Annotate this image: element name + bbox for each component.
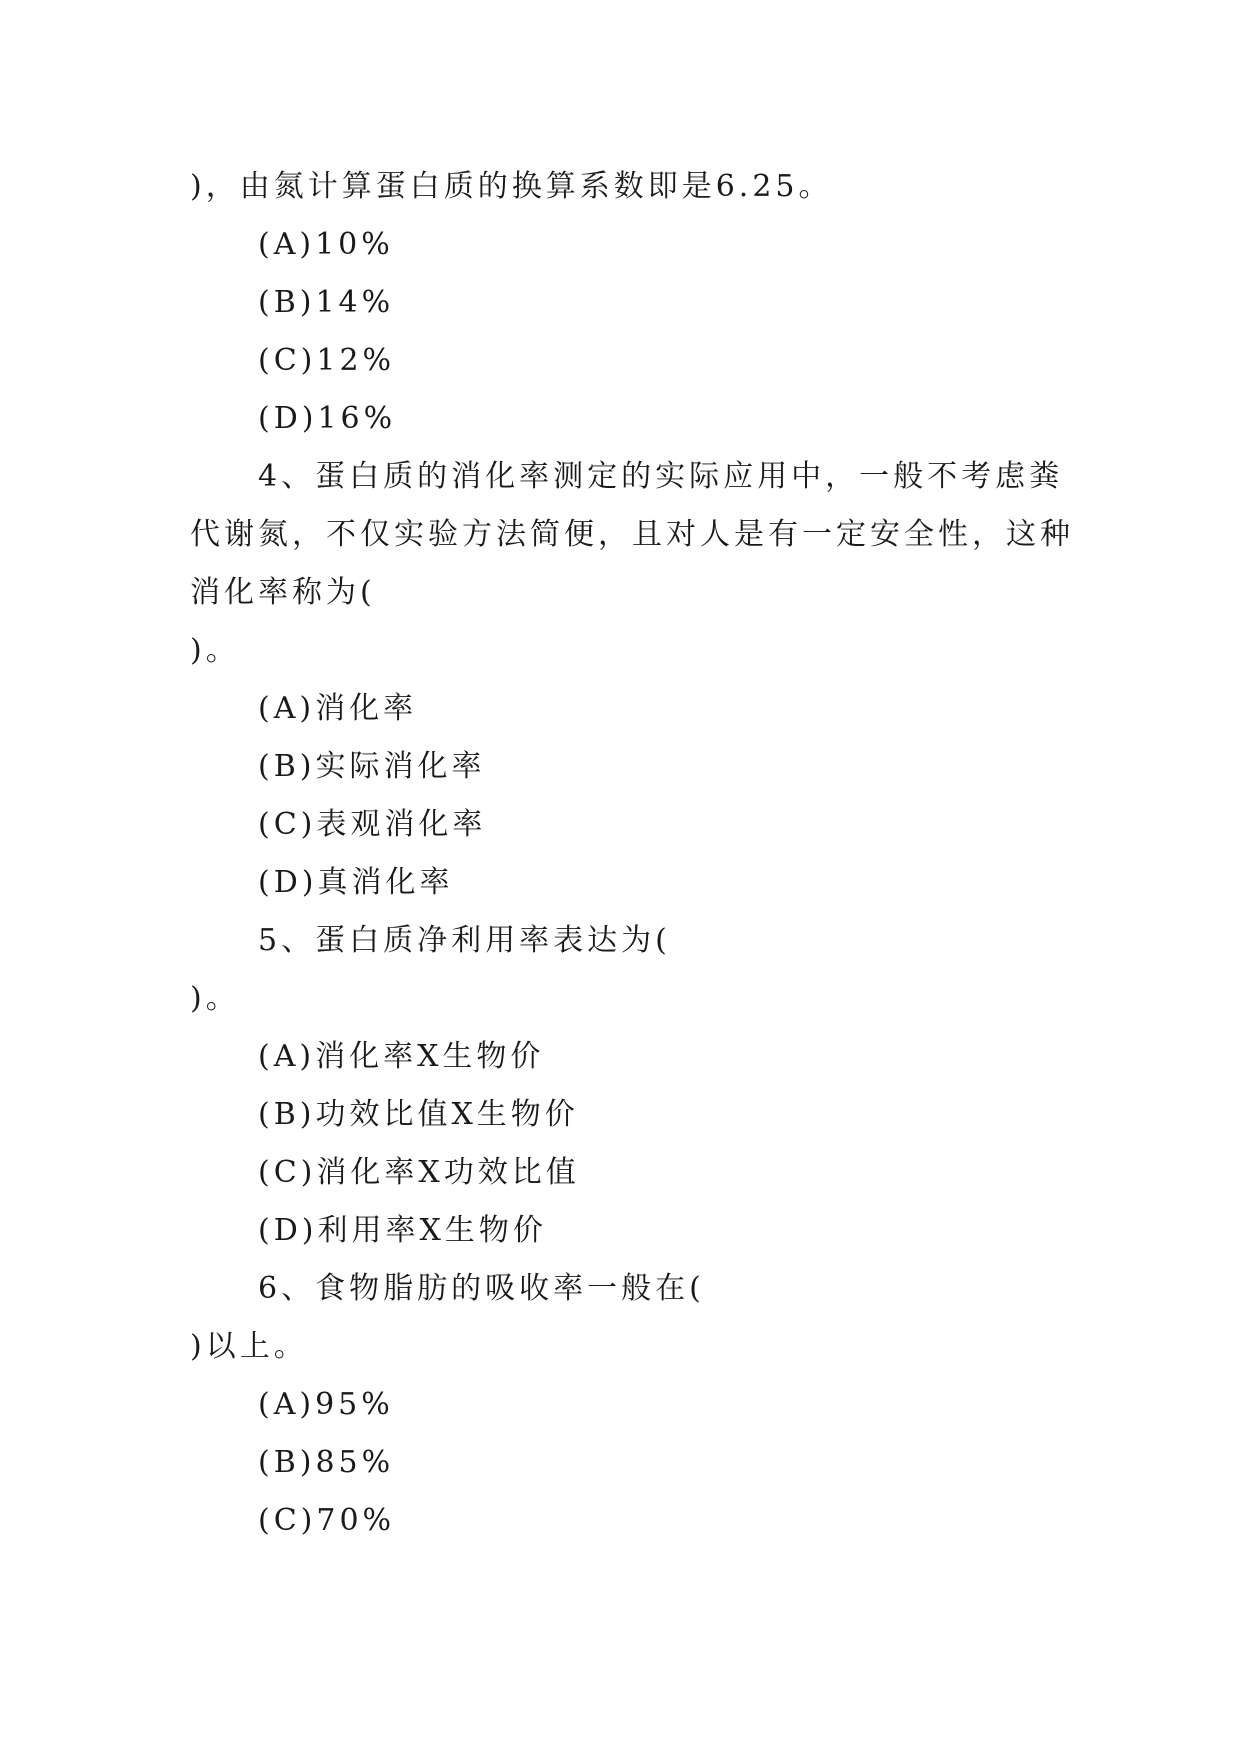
option-line: (A)95% [258,1387,394,1422]
question-line: 6、食物脂肪的吸收率一般在( [258,1271,705,1306]
option-line: (C)消化率X功效比值 [258,1155,580,1190]
option-line: (D)真消化率 [258,865,454,900]
option-line: (B)功效比值X生物价 [258,1097,579,1132]
option-line: (B)14% [258,285,395,320]
option-line: (B)85% [258,1445,395,1480]
option-line: (D)16% [258,401,397,436]
text-line: )。 [190,633,240,668]
option-line: (D)利用率X生物价 [258,1213,547,1248]
text-line: )。 [190,981,240,1016]
option-line: (A)消化率 [258,691,418,726]
text-line: )以上。 [190,1329,308,1364]
question-line: 5、蛋白质净利用率表达为( [258,923,671,958]
text-line: 代谢氮，不仅实验方法简便，且对人是有一定安全性，这种 [190,517,1074,552]
text-line: )，由氮计算蛋白质的换算系数即是6.25。 [190,169,833,204]
option-line: (C)表观消化率 [258,807,487,842]
option-line: (C)70% [258,1503,396,1538]
option-line: (A)消化率X生物价 [258,1039,545,1074]
option-line: (B)实际消化率 [258,749,486,784]
option-line: (C)12% [258,343,396,378]
text-line: 消化率称为( [190,575,376,610]
option-line: (A)10% [258,227,394,262]
question-line: 4、蛋白质的消化率测定的实际应用中，一般不考虑粪 [258,459,1064,494]
